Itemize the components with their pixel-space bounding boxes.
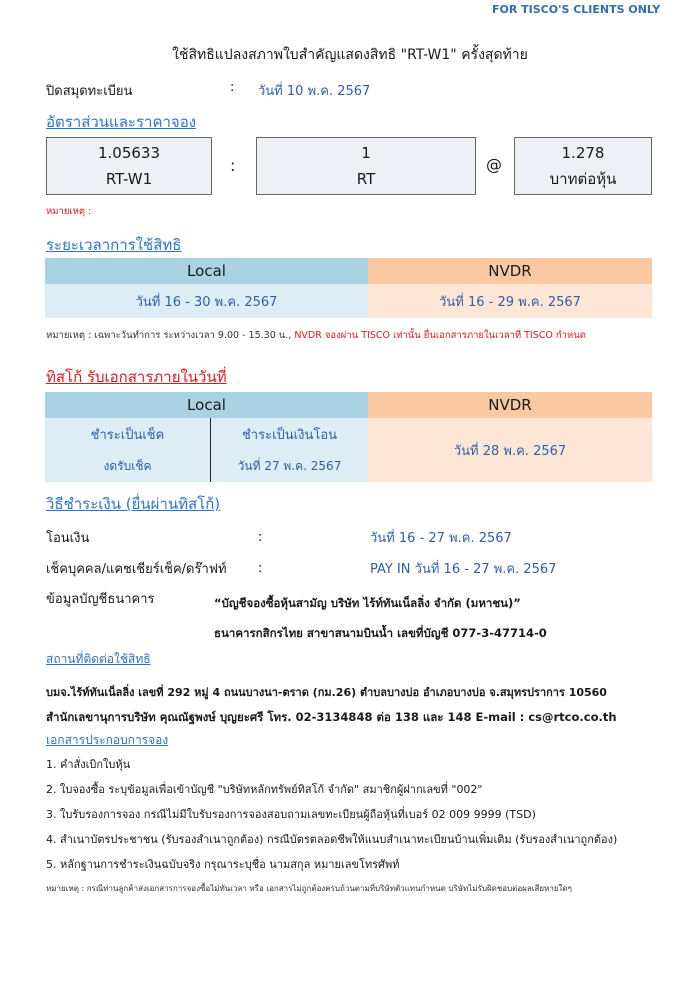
- ratio-price-box: [514, 137, 652, 195]
- receive-cheque-label: ชำระเป็นเช็ค: [90, 428, 165, 443]
- document-item: 1. คำสั่งเบิกใบหุ้น: [46, 758, 131, 771]
- receive-heading: ทิสโก้ รับเอกสารภายในวันที่: [46, 368, 227, 386]
- period-note-nvdr: NVDR จองผ่าน TISCO เท่านั้น ยื่นเอกสารภายในเวลาที่ TISCO กำหนด: [294, 330, 586, 341]
- ratio-warrant-value: 1.05633: [97, 144, 161, 162]
- payment-cheque-label: เช็คบุคคล/แคชเชียร์เช็ค/ดร๊าฟท์: [46, 562, 227, 577]
- contact-secretary: สำนักเลขานุการบริษัท คุณณัฐพงษ์ บุญยะศรี โทร. 02-3134848 ต่อ 138 และ 148 E-mail : cs@rtco.co.th: [46, 710, 617, 724]
- period-nvdr-header: NVDR: [368, 258, 652, 284]
- payment-transfer-value: วันที่ 16 - 27 พ.ค. 2567: [370, 531, 512, 546]
- documents-note: หมายเหตุ : กรณีท่านลูกค้าส่งเอกสารการจองซื้อไม่ทันเวลา หรือ เอกสารไม่ถูกต้องครบถ้วนตามที่บริษัทตัวแทนกำหนด บริษัทไม่รับผิดชอบต่อผลเสียหายใดๆ: [46, 884, 572, 893]
- receive-cheque-cell: [45, 418, 211, 482]
- ratio-note: หมายเหตุ :: [46, 206, 92, 217]
- payment-cheque-value: PAY IN วันที่ 16 - 27 พ.ค. 2567: [370, 562, 557, 577]
- ratio-warrant-box: [46, 137, 212, 195]
- payment-transfer-label: โอนเงิน: [46, 531, 90, 546]
- contact-heading: สถานที่ติดต่อใช้สิทธิ: [46, 652, 151, 666]
- receive-transfer-cell: [211, 418, 368, 482]
- documents-heading: เอกสารประกอบการจอง: [46, 733, 169, 747]
- ratio-colon: :: [230, 156, 236, 175]
- period-note-prefix: หมายเหตุ : เฉพาะวันทำการ ระหว่างเวลา 9.00 - 15.30 น.,: [46, 330, 295, 341]
- payment-bank-account-number: ธนาคารกสิกรไทย สาขาสนามบินน้ำ เลขที่บัญชี 077-3-47714-0: [214, 626, 547, 640]
- receive-transfer-label: ชำระเป็นเงินโอน: [241, 428, 338, 443]
- ratio-heading: อัตราส่วนและราคาจอง: [46, 113, 197, 131]
- receive-cheque-value: งดรับเช็ค: [103, 459, 152, 473]
- receive-transfer-value: วันที่ 27 พ.ค. 2567: [237, 459, 342, 473]
- book-close-label: ปิดสมุดทะเบียน: [46, 84, 133, 99]
- period-local-value: วันที่ 16 - 30 พ.ค. 2567: [45, 284, 368, 318]
- document-item: 3. ใบรับรองการจอง กรณีไม่มีใบรับรองการจองสอบถามเลขทะเบียนผู้ถือหุ้นที่เบอร์ 02 009 9999 (TSD): [46, 808, 536, 821]
- book-close-colon: :: [230, 80, 235, 95]
- period-heading: ระยะเวลาการใช้สิทธิ: [46, 236, 182, 254]
- ratio-warrant-unit: RT-W1: [105, 170, 153, 188]
- payment-transfer-colon: :: [258, 530, 263, 545]
- period-note: [46, 328, 586, 343]
- period-nvdr-value: วันที่ 16 - 29 พ.ค. 2567: [368, 284, 652, 318]
- payment-bank-account-name: “บัญชีจองซื้อหุ้นสามัญ บริษัท ไร้ท์ทันเน็ลลิ่ง จำกัด (มหาชน)”: [214, 596, 521, 610]
- clients-only-tag: FOR TISCO'S CLIENTS ONLY: [492, 3, 661, 16]
- period-table: [45, 258, 652, 318]
- ratio-share-box: [256, 137, 476, 195]
- receive-nvdr-header: NVDR: [368, 392, 652, 418]
- payment-cheque-colon: :: [258, 561, 263, 576]
- book-close-value: วันที่ 10 พ.ค. 2567: [258, 84, 371, 99]
- ratio-share-unit: RT: [356, 170, 376, 188]
- receive-local-header: Local: [45, 392, 368, 418]
- receive-nvdr-value: วันที่ 28 พ.ค. 2567: [368, 418, 652, 482]
- ratio-at-sign: @: [486, 155, 502, 174]
- contact-address: บมจ.ไร้ท์ทันเน็ลลิ่ง เลขที่ 292 หมู่ 4 ถนนบางนา-ตราด (กม.26) ตำบลบางบ่อ อำเภอบางบ่อ จ.สมุทรปราการ 10560: [46, 686, 607, 699]
- period-local-header: Local: [45, 258, 368, 284]
- payment-heading: วิธีชำระเงิน (ยื่นผ่านทิสโก้): [46, 495, 221, 513]
- document-item: 5. หลักฐานการชำระเงินฉบับจริง กรุณาระบุชื่อ นามสกุล หมายเลขโทรศัพท์: [46, 858, 400, 871]
- ratio-share-value: 1: [361, 144, 371, 162]
- ratio-price-value: 1.278: [561, 144, 605, 162]
- page-title: ใช้สิทธิแปลงสภาพใบสำคัญแสดงสิทธิ "RT-W1" ครั้งสุดท้าย: [172, 47, 528, 63]
- receive-table: [45, 392, 652, 482]
- ratio-price-unit: บาทต่อหุ้น: [549, 170, 617, 188]
- payment-bank-label: ข้อมูลบัญชีธนาคาร: [46, 592, 155, 607]
- document-item: 4. สำเนาบัตรประชาชน (รับรองสำเนาถูกต้อง) กรณีบัตรตลอดชีพให้แนบสำเนาทะเบียนบ้านเพิ่มเติม (รับรองสำเนาถูกต้อง): [46, 833, 618, 846]
- document-item: 2. ใบจองซื้อ ระบุข้อมูลเพื่อเข้าบัญชี "บริษัทหลักทรัพย์ทิสโก้ จำกัด" สมาชิกผู้ฝากเลขที่ "002": [46, 783, 483, 796]
